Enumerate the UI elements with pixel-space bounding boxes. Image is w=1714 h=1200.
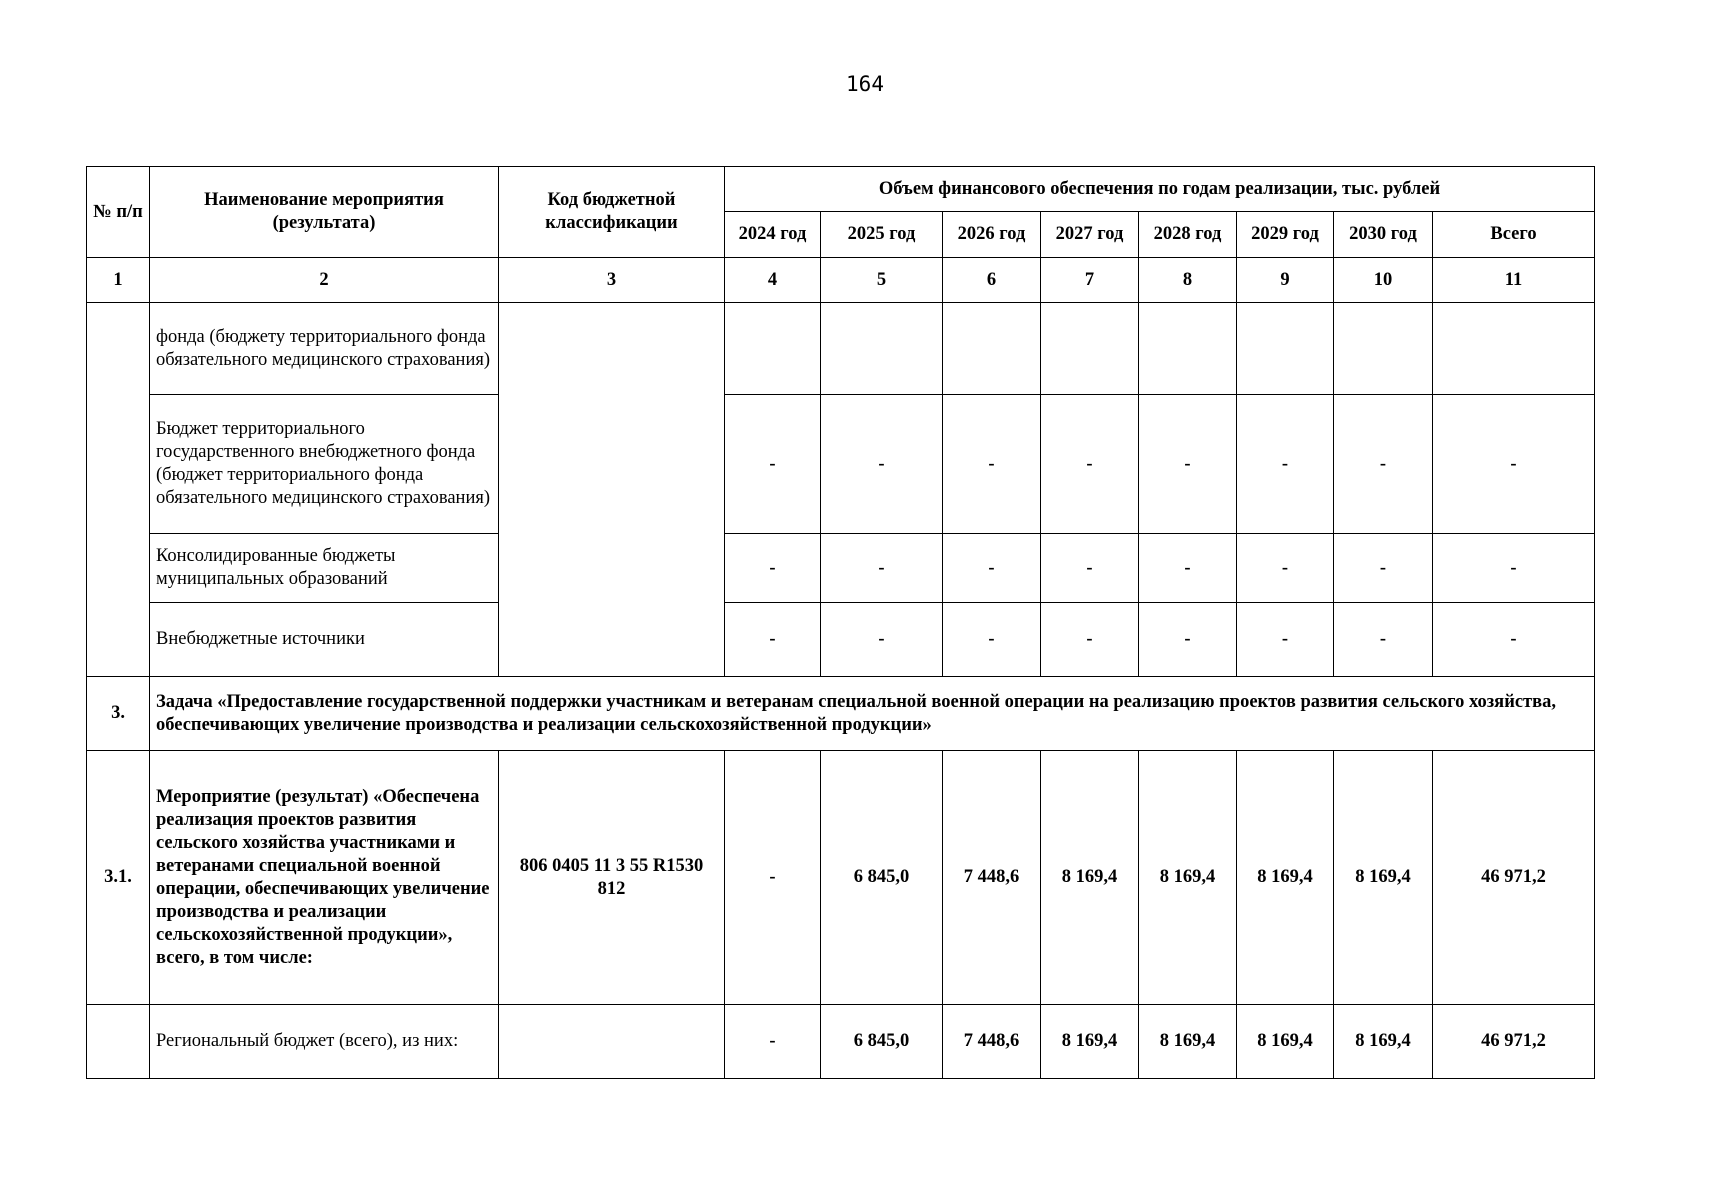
table-row xyxy=(87,534,1595,603)
value-cell: - xyxy=(725,1005,821,1079)
row-name: Консолидированные бюджеты муниципальных образований xyxy=(150,534,499,603)
column-number: 11 xyxy=(1433,258,1595,303)
value-cell: - xyxy=(1433,534,1595,603)
value-cell: - xyxy=(1237,603,1334,677)
value-cell: 8 169,4 xyxy=(1041,751,1139,1005)
value-cell: - xyxy=(1139,395,1237,534)
column-number: 2 xyxy=(150,258,499,303)
task-text: Задача «Предоставление государственной поддержки участникам и ветеранам специальной военной операции на реализацию проектов развития сельского хозяйства, обеспечивающих увеличение производства и реализации сельскохозяйственной продукции» xyxy=(150,677,1595,751)
value-cell: - xyxy=(1237,534,1334,603)
column-numbers-row xyxy=(87,258,1595,303)
value-cell: - xyxy=(821,395,943,534)
empty-cell xyxy=(943,303,1041,395)
table-row xyxy=(87,303,1595,395)
value-cell: - xyxy=(1334,395,1433,534)
row-name: Региональный бюджет (всего), из них: xyxy=(150,1005,499,1079)
value-cell: 8 169,4 xyxy=(1334,751,1433,1005)
row-name: Внебюджетные источники xyxy=(150,603,499,677)
value-cell: - xyxy=(821,534,943,603)
budget-code: 806 0405 11 3 55 R1530 812 xyxy=(499,751,725,1005)
empty-cell xyxy=(1334,303,1433,395)
value-cell: - xyxy=(1139,534,1237,603)
header-year: 2030 год xyxy=(1334,212,1433,258)
value-cell: - xyxy=(1433,395,1595,534)
table-row xyxy=(87,395,1595,534)
value-cell: - xyxy=(1041,395,1139,534)
column-number: 4 xyxy=(725,258,821,303)
measure-number: 3.1. xyxy=(87,751,150,1005)
value-cell: - xyxy=(1334,534,1433,603)
value-cell: - xyxy=(1433,603,1595,677)
empty-cell xyxy=(1237,303,1334,395)
value-cell: - xyxy=(1041,534,1139,603)
value-cell: 6 845,0 xyxy=(821,751,943,1005)
column-number: 10 xyxy=(1334,258,1433,303)
column-number: 9 xyxy=(1237,258,1334,303)
header-name: Наименование мероприятия (результата) xyxy=(150,167,499,258)
value-cell: - xyxy=(725,603,821,677)
value-cell: - xyxy=(943,603,1041,677)
regional-budget-row xyxy=(87,1005,1595,1079)
value-cell: - xyxy=(943,395,1041,534)
value-cell: 8 169,4 xyxy=(1237,751,1334,1005)
column-number: 3 xyxy=(499,258,725,303)
measure-row xyxy=(87,751,1595,1005)
value-cell: 8 169,4 xyxy=(1334,1005,1433,1079)
value-cell: 8 169,4 xyxy=(1237,1005,1334,1079)
header-total: Всего xyxy=(1433,212,1595,258)
header-year: 2025 год xyxy=(821,212,943,258)
value-cell: 46 971,2 xyxy=(1433,1005,1595,1079)
column-number: 5 xyxy=(821,258,943,303)
value-cell: - xyxy=(1237,395,1334,534)
empty-code-cell xyxy=(499,303,725,677)
empty-cell xyxy=(1139,303,1237,395)
page-number: 164 xyxy=(846,72,884,96)
value-cell: - xyxy=(1041,603,1139,677)
row-name: фонда (бюджету территориального фонда обязательного медицинского страхования) xyxy=(150,303,499,395)
financing-table xyxy=(86,166,1595,1079)
value-cell: - xyxy=(1139,603,1237,677)
value-cell: 7 448,6 xyxy=(943,751,1041,1005)
row-name: Бюджет территориального государственного внебюджетного фонда (бюджет территориального фонда обязательного медицинского страхования) xyxy=(150,395,499,534)
empty-cell xyxy=(725,303,821,395)
column-number: 8 xyxy=(1139,258,1237,303)
table-row xyxy=(87,603,1595,677)
empty-cell xyxy=(821,303,943,395)
header-year: 2028 год xyxy=(1139,212,1237,258)
value-cell: - xyxy=(821,603,943,677)
empty-code-cell xyxy=(499,1005,725,1079)
column-number: 1 xyxy=(87,258,150,303)
header-row-1 xyxy=(87,167,1595,212)
value-cell: 7 448,6 xyxy=(943,1005,1041,1079)
value-cell: 46 971,2 xyxy=(1433,751,1595,1005)
value-cell: - xyxy=(725,395,821,534)
measure-name: Мероприятие (результат) «Обеспечена реализация проектов развития сельского хозяйства участниками и ветеранами специальной военной операции, обеспечивающих увеличение производства и реализации сельскохозяйственной продукции», всего, в том числе: xyxy=(150,751,499,1005)
value-cell: - xyxy=(725,751,821,1005)
header-num: № п/п xyxy=(87,167,150,258)
task-row xyxy=(87,677,1595,751)
column-number: 6 xyxy=(943,258,1041,303)
header-year: 2029 год xyxy=(1237,212,1334,258)
header-year: 2024 год xyxy=(725,212,821,258)
empty-cell xyxy=(1041,303,1139,395)
value-cell: - xyxy=(943,534,1041,603)
empty-num-cell xyxy=(87,1005,150,1079)
header-volume: Объем финансового обеспечения по годам реализации, тыс. рублей xyxy=(725,167,1595,212)
value-cell: - xyxy=(725,534,821,603)
header-code: Код бюджетной классификации xyxy=(499,167,725,258)
value-cell: 8 169,4 xyxy=(1041,1005,1139,1079)
value-cell: 8 169,4 xyxy=(1139,1005,1237,1079)
header-year: 2027 год xyxy=(1041,212,1139,258)
column-number: 7 xyxy=(1041,258,1139,303)
task-number: 3. xyxy=(87,677,150,751)
empty-cell xyxy=(1433,303,1595,395)
value-cell: 6 845,0 xyxy=(821,1005,943,1079)
header-year: 2026 год xyxy=(943,212,1041,258)
value-cell: 8 169,4 xyxy=(1139,751,1237,1005)
value-cell: - xyxy=(1334,603,1433,677)
empty-num-cell xyxy=(87,303,150,677)
